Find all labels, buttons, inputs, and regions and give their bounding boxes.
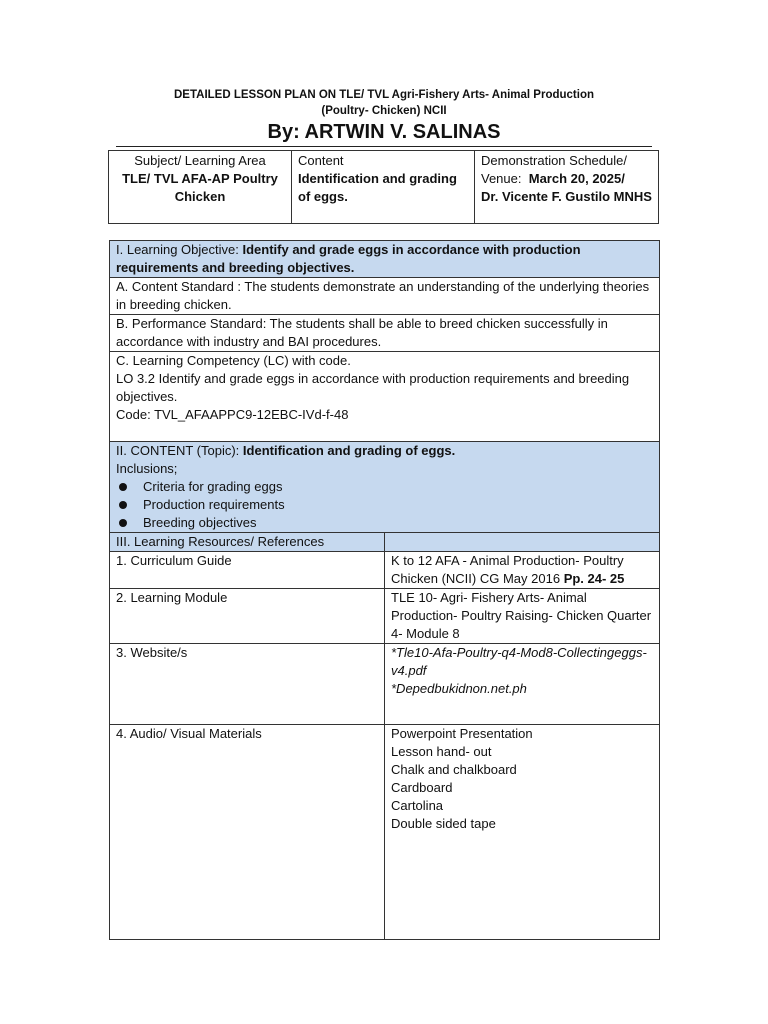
av-material-item: Chalk and chalkboard bbox=[391, 762, 517, 777]
inclusions-list bbox=[116, 478, 653, 532]
learning-objective-text: Identify and grade eggs in accordance with production requirements and breeding objectives. bbox=[116, 242, 581, 275]
performance-standard: B. Performance Standard: The students shall be able to breed chicken successfully in accordance with industry and BAI procedures. bbox=[110, 315, 660, 352]
curriculum-guide-value: K to 12 AFA - Animal Production- Poultry Chicken (NCII) CG May 2016 bbox=[391, 553, 624, 586]
learning-module-label: 2. Learning Module bbox=[110, 589, 385, 644]
website-item: *Tle10-Afa-Poultry-q4-Mod8-Collectingeggs-v4.pdf bbox=[391, 645, 647, 678]
content-value: Identification and grading of eggs. bbox=[298, 171, 457, 204]
document-title-line-1: DETAILED LESSON PLAN ON TLE/ TVL Agri-Fishery Arts- Animal Production bbox=[174, 89, 594, 101]
av-material-item: Powerpoint Presentation bbox=[391, 726, 533, 741]
content-standard: A. Content Standard : The students demonstrate an understanding of the underlying theories in breeding chicken. bbox=[110, 278, 660, 315]
content-topic-cell bbox=[110, 442, 660, 533]
av-materials-cell bbox=[385, 725, 660, 940]
list-item: Criteria for grading eggs bbox=[116, 478, 653, 496]
venue-line bbox=[481, 170, 652, 188]
content-label: Content bbox=[298, 153, 344, 168]
subject-cell bbox=[109, 151, 292, 224]
learning-module-value: TLE 10- Agri- Fishery Arts- Animal Production- Poultry Raising- Chicken Quarter 4- Module 8 bbox=[385, 589, 660, 644]
content-cell bbox=[292, 151, 475, 224]
av-material-item: Lesson hand- out bbox=[391, 744, 492, 759]
content-topic-label: II. CONTENT (Topic): bbox=[116, 443, 240, 458]
subject-value: TLE/ TVL AFA-AP Poultry Chicken bbox=[122, 171, 278, 204]
curriculum-guide-label: 1. Curriculum Guide bbox=[110, 552, 385, 589]
website-item: *Depedbukidnon.net.ph bbox=[391, 681, 527, 696]
learning-competency-code: Code: TVL_AFAAPPC9-12EBC-IVd-f-48 bbox=[116, 407, 349, 422]
learning-objective-label: I. Learning Objective: bbox=[116, 242, 239, 257]
venue-value: Dr. Vicente F. Gustilo MNHS bbox=[481, 189, 652, 204]
schedule-cell bbox=[475, 151, 659, 224]
document-title-line-2: (Poultry- Chicken) NCII bbox=[321, 105, 447, 117]
website-label: 3. Website/s bbox=[110, 644, 385, 725]
av-material-item: Double sided tape bbox=[391, 816, 496, 831]
schedule-date: March 20, 2025/ bbox=[528, 171, 625, 186]
learning-competency-text: LO 3.2 Identify and grade eggs in accordance with production requirements and breeding objectives. bbox=[116, 371, 630, 404]
av-material-item: Cartolina bbox=[391, 798, 444, 813]
venue-label: Venue: bbox=[481, 171, 522, 186]
schedule-label: Demonstration Schedule/ bbox=[481, 153, 627, 168]
curriculum-guide-pages: Pp. 24- 25 bbox=[563, 571, 625, 586]
subject-label: Subject/ Learning Area bbox=[134, 153, 266, 168]
author-byline: By: ARTWIN V. SALINAS bbox=[267, 121, 501, 143]
lesson-plan-table bbox=[109, 240, 660, 940]
content-topic-line bbox=[116, 442, 653, 460]
content-topic-value: Identification and grading of eggs. bbox=[242, 443, 456, 458]
av-materials-label: 4. Audio/ Visual Materials bbox=[110, 725, 385, 940]
website-cell bbox=[385, 644, 660, 725]
list-item: Breeding objectives bbox=[116, 514, 653, 532]
resources-header: III. Learning Resources/ References bbox=[110, 533, 385, 552]
list-item: Production requirements bbox=[116, 496, 653, 514]
title-rule bbox=[116, 146, 652, 147]
learning-competency-label: C. Learning Competency (LC) with code. bbox=[116, 353, 351, 368]
resources-header-empty bbox=[385, 533, 660, 552]
learning-objective-cell bbox=[110, 241, 660, 278]
learning-competency-cell bbox=[110, 352, 660, 442]
info-table bbox=[108, 150, 659, 224]
inclusions-label: Inclusions; bbox=[116, 461, 178, 476]
curriculum-guide-cell bbox=[385, 552, 660, 589]
av-material-item: Cardboard bbox=[391, 780, 453, 795]
